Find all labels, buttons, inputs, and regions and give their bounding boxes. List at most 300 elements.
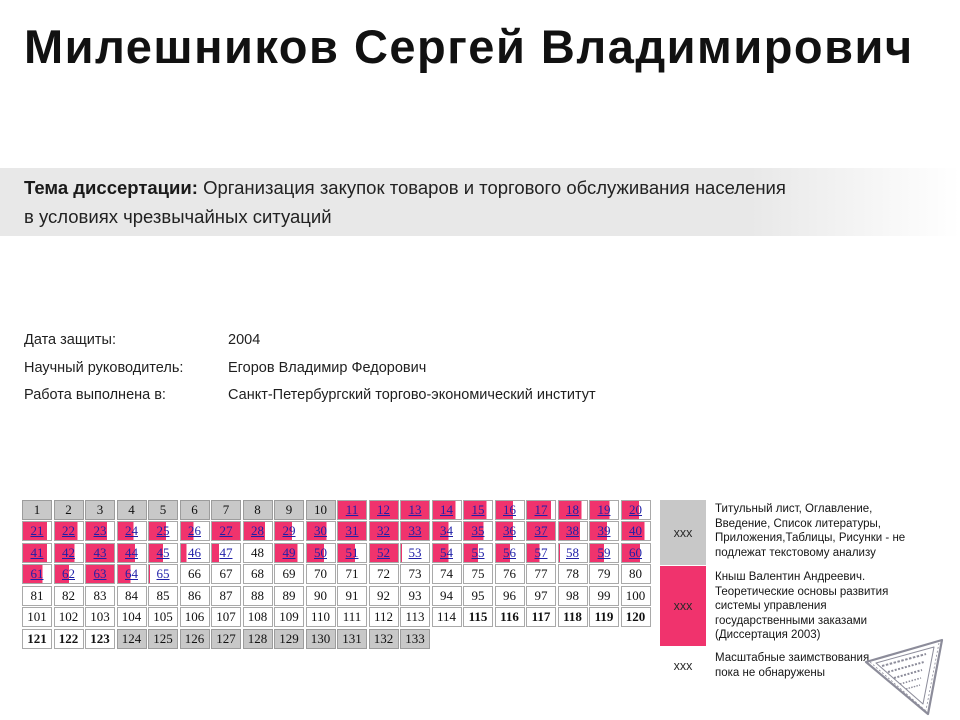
- page-number: 98: [566, 587, 579, 603]
- page-number: 78: [566, 566, 579, 582]
- page-link[interactable]: 50: [314, 544, 327, 560]
- page-cell: [463, 586, 493, 606]
- page-link[interactable]: 38: [566, 523, 579, 539]
- page-cell: [180, 564, 210, 584]
- page-title: Милешников Сергей Владимирович: [24, 20, 914, 73]
- supervisor-label: Научный руководитель:: [24, 359, 184, 376]
- page-link[interactable]: 36: [503, 523, 516, 539]
- page-link[interactable]: 21: [30, 523, 44, 539]
- page-cell: [180, 629, 210, 649]
- page-number: 99: [597, 587, 611, 603]
- page-number: 122: [58, 630, 79, 646]
- page-link[interactable]: 25: [156, 523, 170, 539]
- legend-text-excluded: [715, 502, 905, 560]
- page-number: 5: [159, 502, 167, 517]
- page-cell: [337, 586, 367, 606]
- page-cell: [463, 500, 493, 520]
- page-cell: [180, 521, 210, 541]
- page-cell: [400, 564, 430, 584]
- page-link[interactable]: 28: [251, 523, 264, 539]
- page-number: 105: [153, 609, 173, 625]
- page-cell: [432, 607, 462, 627]
- page-cell: [432, 564, 462, 584]
- page-number: 97: [534, 587, 548, 603]
- page-number: 113: [405, 609, 425, 625]
- page-cell: [117, 500, 147, 520]
- page-cell: [274, 607, 304, 627]
- page-cell: [558, 500, 588, 520]
- page-number: 89: [282, 587, 296, 603]
- page-link[interactable]: 58: [566, 544, 579, 560]
- page-cell: [589, 500, 619, 520]
- legend-line: Введение, Список литературы,: [715, 517, 881, 530]
- page-link[interactable]: 64: [125, 566, 138, 582]
- page-cell: [211, 629, 241, 649]
- page-cell: [558, 607, 588, 627]
- page-link[interactable]: 53: [408, 544, 422, 560]
- page-link[interactable]: 26: [188, 523, 201, 539]
- page-link[interactable]: 34: [440, 523, 453, 539]
- page-cell: [495, 564, 525, 584]
- legend-line: Титульный лист, Оглавление,: [715, 503, 873, 515]
- page-link[interactable]: 32: [377, 523, 390, 539]
- page-number: 1: [33, 502, 41, 517]
- page-cell: [306, 543, 336, 563]
- page-cell: [621, 543, 651, 563]
- page-cell: [22, 500, 52, 520]
- page-cell: [243, 586, 273, 606]
- page-number: 127: [216, 630, 236, 646]
- page-cell: [85, 586, 115, 606]
- page-number: 71: [345, 566, 359, 582]
- page-number: 112: [373, 609, 394, 625]
- page-link[interactable]: 27: [219, 523, 233, 539]
- page-cell: [432, 521, 462, 541]
- page-link[interactable]: 62: [62, 566, 75, 582]
- page-link[interactable]: 12: [377, 502, 390, 517]
- page-cell: [526, 543, 556, 563]
- defense-date-value: 2004: [228, 332, 261, 348]
- page-number: 2: [65, 502, 72, 517]
- page-link[interactable]: 16: [503, 502, 516, 517]
- page-cell: [337, 543, 367, 563]
- page-link[interactable]: 41: [30, 544, 44, 560]
- legend-line: Приложения,Таблицы, Рисунки - не: [715, 532, 906, 544]
- page-number: 66: [188, 566, 201, 582]
- page-cell: [369, 607, 399, 627]
- page-cell: [621, 564, 651, 584]
- page-number: 94: [440, 587, 453, 603]
- legend-line: Масштабные заимствования: [715, 652, 870, 664]
- topic-line-1: [24, 173, 960, 202]
- page-number: 90: [314, 587, 327, 603]
- legend-line: подлежат текстовому анализу: [715, 546, 876, 559]
- page-link[interactable]: 63: [93, 566, 107, 582]
- page-link[interactable]: 55: [471, 544, 485, 560]
- legend-swatch-label: xxx: [673, 659, 693, 673]
- page-link[interactable]: 29: [282, 523, 296, 539]
- page-cell: [243, 543, 273, 563]
- page-number: 100: [625, 587, 646, 603]
- page-number: 76: [503, 566, 516, 582]
- page-cell: [148, 607, 178, 627]
- stamp-icon: [860, 632, 948, 718]
- page-link[interactable]: 49: [282, 544, 296, 560]
- page-link[interactable]: 59: [597, 544, 611, 560]
- page-cell: [180, 500, 210, 520]
- page-cell: [274, 521, 304, 541]
- page-cell: [211, 564, 241, 584]
- page-cell: [85, 607, 115, 627]
- page-number: 9: [285, 502, 293, 517]
- page-number: 130: [310, 630, 331, 646]
- page-number: 85: [156, 587, 170, 603]
- page-number: 68: [251, 566, 264, 582]
- page-cell: [211, 543, 241, 563]
- page-link[interactable]: 45: [156, 544, 170, 560]
- page-cell: [589, 607, 619, 627]
- page-cell: [22, 586, 52, 606]
- legend-swatch-label: xxx: [673, 599, 693, 613]
- page-cell: [148, 500, 178, 520]
- page-link[interactable]: 40: [629, 523, 642, 539]
- page-link[interactable]: 43: [93, 544, 107, 560]
- page-link[interactable]: 23: [93, 523, 107, 539]
- page-cell: [274, 500, 304, 520]
- page-link[interactable]: 51: [345, 544, 359, 560]
- page-cell: [369, 543, 399, 563]
- page-number: 77: [534, 566, 548, 582]
- page-number: 108: [247, 609, 268, 625]
- page-number: 104: [121, 609, 142, 625]
- page-number: 95: [471, 587, 485, 603]
- page-link[interactable]: 42: [62, 544, 75, 560]
- page-number: 115: [468, 609, 488, 625]
- page-cell: [337, 607, 367, 627]
- page-number: 92: [377, 587, 390, 603]
- page-number: 123: [90, 630, 110, 646]
- page-number: 67: [219, 566, 233, 582]
- page-number: 133: [405, 630, 425, 646]
- page-cell: [432, 586, 462, 606]
- page-cell: [117, 521, 147, 541]
- page-number: 124: [121, 630, 142, 646]
- page-cell: [180, 586, 210, 606]
- page-number: 69: [282, 566, 296, 582]
- page-number: 79: [597, 566, 611, 582]
- page-number: 81: [30, 587, 44, 603]
- page-number: 128: [247, 630, 268, 646]
- page-cell: [369, 500, 399, 520]
- page-cell: [180, 607, 210, 627]
- page-cell: [274, 629, 304, 649]
- page-cell: [526, 521, 556, 541]
- page-number: 131: [342, 630, 362, 646]
- legend-swatch-borrowed: [660, 566, 706, 646]
- page-cell: [589, 564, 619, 584]
- page-number: 48: [251, 544, 264, 560]
- topic-text-line-1: Организация закупок товаров и торгового обслуживания населения: [203, 177, 786, 198]
- page-cell: [621, 521, 651, 541]
- page-number: 119: [594, 609, 614, 625]
- page-cell: [54, 564, 84, 584]
- page-link[interactable]: 11: [345, 502, 359, 517]
- page-grid: [22, 500, 654, 650]
- page-cell: [274, 564, 304, 584]
- page-cell: [117, 543, 147, 563]
- page-cell: [117, 629, 147, 649]
- page-cell: [337, 564, 367, 584]
- page-cell: [243, 500, 273, 520]
- page-number: 126: [184, 630, 205, 646]
- page-cell: [526, 500, 556, 520]
- page-link[interactable]: 46: [188, 544, 201, 560]
- page-number: 132: [373, 630, 394, 646]
- page-cell: [463, 607, 493, 627]
- page-cell: [621, 586, 651, 606]
- page-number: 4: [128, 502, 135, 517]
- page-cell: [495, 500, 525, 520]
- page-link[interactable]: 54: [440, 544, 453, 560]
- legend-line: (Диссертация 2003): [715, 629, 821, 641]
- page-number: 75: [471, 566, 485, 582]
- page-link[interactable]: 15: [471, 502, 485, 517]
- page-cell: [558, 586, 588, 606]
- page-cell: [117, 564, 147, 584]
- page-number: 96: [503, 587, 516, 603]
- page-number: 129: [279, 630, 299, 646]
- page-number: 125: [153, 630, 173, 646]
- page-number: 3: [96, 502, 104, 517]
- page-number: 72: [377, 566, 390, 582]
- page-link[interactable]: 24: [125, 523, 138, 539]
- page-cell: [22, 629, 52, 649]
- page-cell: [369, 629, 399, 649]
- page-cell: [211, 586, 241, 606]
- page-cell: [558, 564, 588, 584]
- info-block: [24, 327, 596, 410]
- topic-band: [0, 168, 960, 236]
- page-cell: [54, 629, 84, 649]
- legend-swatch-excluded: [660, 500, 706, 565]
- page-cell: [148, 629, 178, 649]
- page-number: 120: [625, 609, 646, 625]
- page-cell: [243, 521, 273, 541]
- page-number: 91: [345, 587, 359, 603]
- page-cell: [495, 521, 525, 541]
- page-number: 86: [188, 587, 201, 603]
- page-link[interactable]: 17: [534, 502, 548, 517]
- page-link[interactable]: 61: [30, 566, 44, 582]
- page-link[interactable]: 60: [629, 544, 642, 560]
- page-link[interactable]: 65: [156, 566, 170, 582]
- page-cell: [526, 607, 556, 627]
- page-link[interactable]: 19: [597, 502, 611, 517]
- page-cell: [243, 607, 273, 627]
- page-cell: [54, 500, 84, 520]
- page-cell: [54, 607, 84, 627]
- page-link[interactable]: 56: [503, 544, 516, 560]
- page-cell: [306, 521, 336, 541]
- page-cell: [306, 629, 336, 649]
- page-number: 106: [184, 609, 205, 625]
- page-link[interactable]: 30: [314, 523, 327, 539]
- page-cell: [85, 564, 115, 584]
- page-cell: [495, 607, 525, 627]
- page-link[interactable]: 39: [597, 523, 611, 539]
- page-cell: [400, 629, 430, 649]
- page-number: 114: [436, 609, 457, 625]
- topic-label: Тема диссертации:: [24, 177, 198, 198]
- page-cell: [621, 607, 651, 627]
- institution-row: [24, 382, 596, 410]
- page-number: 103: [90, 609, 110, 625]
- page-cell: [337, 521, 367, 541]
- page-link[interactable]: 18: [566, 502, 579, 517]
- page-number: 107: [216, 609, 236, 625]
- page-cell: [306, 500, 336, 520]
- page-cell: [85, 629, 115, 649]
- page-cell: [243, 629, 273, 649]
- page-link[interactable]: 33: [408, 523, 422, 539]
- page-cell: [337, 500, 367, 520]
- page-cell: [589, 586, 619, 606]
- page-number: 109: [279, 609, 299, 625]
- page-cell: [463, 543, 493, 563]
- page-cell: [369, 586, 399, 606]
- page-cell: [369, 564, 399, 584]
- page-cell: [400, 586, 430, 606]
- page-cell: [22, 607, 52, 627]
- page-cell: [463, 564, 493, 584]
- page-cell: [589, 543, 619, 563]
- page-number: 7: [222, 502, 230, 517]
- page-cell: [180, 543, 210, 563]
- page-link[interactable]: 44: [125, 544, 138, 560]
- page-cell: [211, 607, 241, 627]
- page-number: 102: [58, 609, 79, 625]
- legend-line: пока не обнаружены: [715, 666, 826, 679]
- page-cell: [22, 521, 52, 541]
- page-number: 101: [27, 609, 47, 625]
- institution-value: Санкт-Петербургский торгово-экономический институт: [228, 387, 596, 403]
- legend-swatch-label: xxx: [673, 525, 693, 540]
- page-cell: [54, 521, 84, 541]
- legend-line: Теоретические основы развития: [715, 585, 889, 598]
- page-cell: [22, 564, 52, 584]
- page-link[interactable]: 37: [534, 523, 548, 539]
- page-cell: [337, 629, 367, 649]
- page-number: 93: [408, 587, 422, 603]
- page-cell: [495, 543, 525, 563]
- legend-swatch-clean: [660, 647, 706, 685]
- page-number: 110: [310, 609, 331, 625]
- supervisor-value: Егоров Владимир Федорович: [228, 359, 427, 376]
- page-link[interactable]: 35: [471, 523, 485, 539]
- page-cell: [85, 543, 115, 563]
- page-cell: [400, 521, 430, 541]
- page-cell: [211, 521, 241, 541]
- page-cell: [85, 521, 115, 541]
- page-cell: [369, 521, 399, 541]
- page-number: 87: [219, 587, 233, 603]
- legend-line: государственными заказами: [715, 614, 868, 627]
- page-number: 80: [629, 566, 642, 582]
- page-number: 6: [191, 502, 198, 517]
- legend-line: Кныш Валентин Андреевич.: [715, 571, 866, 583]
- page-number: 73: [408, 566, 422, 582]
- page-link[interactable]: 57: [534, 544, 548, 560]
- page-number: 10: [314, 502, 327, 517]
- institution-label: Работа выполнена в:: [24, 387, 166, 403]
- page-number: 117: [531, 609, 551, 625]
- page-cell: [432, 500, 462, 520]
- page-cell: [274, 543, 304, 563]
- page-link[interactable]: 47: [219, 544, 233, 560]
- page-link[interactable]: 22: [62, 523, 75, 539]
- page-cell: [526, 586, 556, 606]
- page-cell: [621, 500, 651, 520]
- page-number: 84: [125, 587, 138, 603]
- page-cell: [306, 564, 336, 584]
- page-cell: [117, 586, 147, 606]
- topic-text-line-2: в условиях чрезвычайных ситуаций: [24, 206, 332, 227]
- page-number: 116: [500, 609, 519, 625]
- page-cell: [274, 586, 304, 606]
- page-cell: [306, 586, 336, 606]
- page-cell: [558, 521, 588, 541]
- page-cell: [589, 521, 619, 541]
- page-cell: [243, 564, 273, 584]
- page-link[interactable]: 52: [377, 544, 390, 560]
- page-cell: [211, 500, 241, 520]
- page-cell: [148, 521, 178, 541]
- supervisor-row: [24, 355, 596, 383]
- page-cell: [306, 607, 336, 627]
- page-cell: [117, 607, 147, 627]
- page-cell: [148, 586, 178, 606]
- page-link[interactable]: 14: [440, 502, 453, 517]
- legend-text-clean: [715, 651, 869, 680]
- page-cell: [148, 564, 178, 584]
- page-number: 88: [251, 587, 264, 603]
- legend-line: системы управления: [715, 600, 827, 612]
- page-number: 121: [27, 630, 47, 646]
- page-cell: [400, 607, 430, 627]
- defense-date-label: Дата защиты:: [24, 332, 116, 348]
- page-cell: [54, 543, 84, 563]
- page-cell: [85, 500, 115, 520]
- defense-date-row: [24, 327, 596, 355]
- page-cell: [526, 564, 556, 584]
- page-link[interactable]: 31: [345, 523, 359, 539]
- page-cell: [22, 543, 52, 563]
- page-number: 70: [314, 566, 327, 582]
- page-cell: [558, 543, 588, 563]
- page-cell: [54, 586, 84, 606]
- page-cell: [148, 543, 178, 563]
- page-cell: [400, 543, 430, 563]
- page-cell: [463, 521, 493, 541]
- page-number: 8: [254, 502, 261, 517]
- page-number: 111: [342, 609, 362, 625]
- page-number: 82: [62, 587, 75, 603]
- page-cell: [400, 500, 430, 520]
- page-cell: [495, 586, 525, 606]
- page-link[interactable]: 20: [629, 502, 642, 517]
- page-link[interactable]: 13: [408, 502, 422, 517]
- page-number: 118: [563, 609, 582, 625]
